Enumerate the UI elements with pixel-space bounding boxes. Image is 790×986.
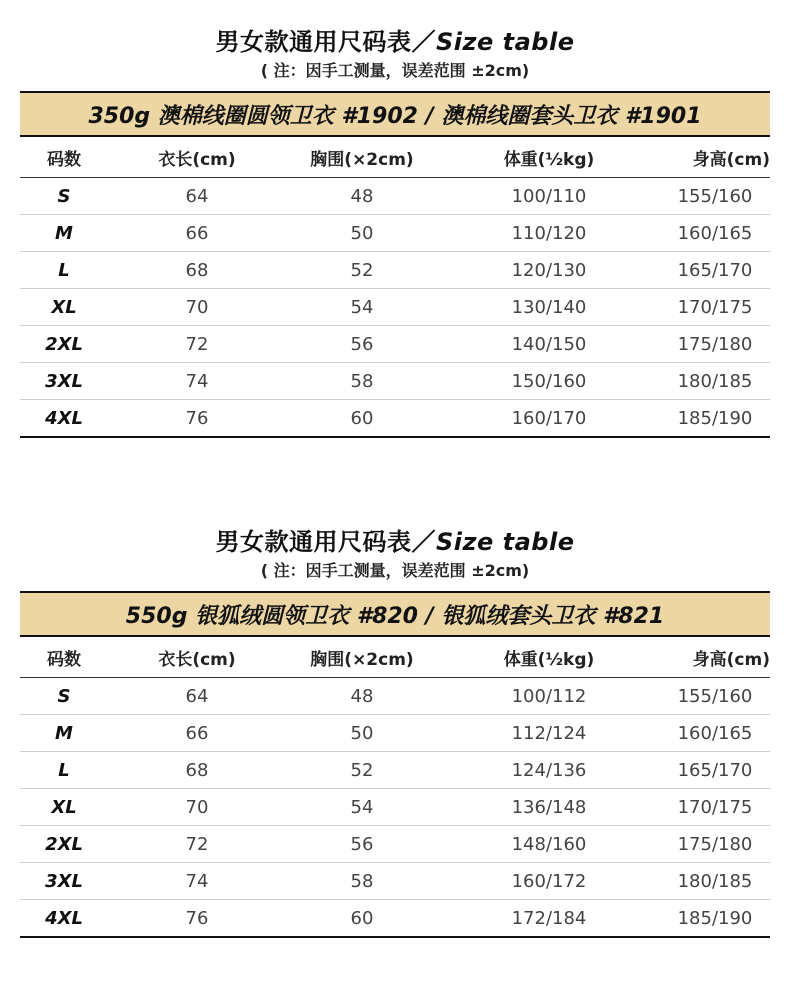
length-cell: 70 [108,289,286,326]
table-row [20,715,770,752]
table-row [20,900,770,938]
size-cell: 3XL [20,363,108,400]
length-cell: 68 [108,252,286,289]
chest-cell: 50 [286,215,438,252]
chest-cell: 48 [286,678,438,715]
header-length: 衣长(cm) [108,137,286,178]
height-cell: 185/190 [660,900,770,938]
weight-cell: 140/150 [438,326,660,363]
size-cell: M [20,215,108,252]
length-cell: 72 [108,826,286,863]
header-height: 身高(cm) [660,637,770,678]
length-cell: 74 [108,863,286,900]
size-cell: L [20,252,108,289]
height-cell: 175/180 [660,826,770,863]
weight-cell: 124/136 [438,752,660,789]
measurement-note: ( 注：因手工测量，误差范围 ±2cm) [260,61,530,80]
size-cell: 4XL [20,400,108,438]
size-cell: L [20,752,108,789]
table-row [20,326,770,363]
size-table-title [0,22,790,57]
height-cell: 160/165 [660,215,770,252]
table-row [20,678,770,715]
size-cell: XL [20,289,108,326]
size-cell: XL [20,789,108,826]
length-cell: 76 [108,400,286,438]
length-cell: 76 [108,900,286,938]
size-table-title [0,522,790,557]
chest-cell: 48 [286,178,438,215]
height-cell: 180/185 [660,863,770,900]
title-en: Size table [436,28,575,56]
weight-cell: 150/160 [438,363,660,400]
chest-cell: 52 [286,752,438,789]
size-table [20,137,770,438]
height-cell: 165/170 [660,252,770,289]
size-cell: 3XL [20,863,108,900]
header-height: 身高(cm) [660,137,770,178]
table-row [20,215,770,252]
header-size: 码数 [20,137,108,178]
height-cell: 175/180 [660,326,770,363]
title-cn: 男女款通用尺码表／ [215,528,437,556]
header-row [20,137,770,178]
header-chest: 胸围(×2cm) [286,137,438,178]
length-cell: 72 [108,326,286,363]
chest-cell: 60 [286,400,438,438]
size-cell: 4XL [20,900,108,938]
length-cell: 74 [108,363,286,400]
table-row [20,752,770,789]
length-cell: 66 [108,215,286,252]
length-cell: 66 [108,715,286,752]
header-size: 码数 [20,637,108,678]
chest-cell: 58 [286,863,438,900]
table-row [20,178,770,215]
header-row [20,637,770,678]
weight-cell: 110/120 [438,215,660,252]
length-cell: 68 [108,752,286,789]
height-cell: 185/190 [660,400,770,438]
height-cell: 170/175 [660,289,770,326]
chest-cell: 60 [286,900,438,938]
chest-cell: 54 [286,789,438,826]
chest-cell: 54 [286,289,438,326]
weight-cell: 100/112 [438,678,660,715]
weight-cell: 112/124 [438,715,660,752]
header-chest: 胸围(×2cm) [286,637,438,678]
weight-cell: 136/148 [438,789,660,826]
chest-cell: 56 [286,326,438,363]
product-band: 550g 银狐绒圆领卫衣 #820 / 银狐绒套头卫衣 #821 [20,591,770,637]
size-cell: 2XL [20,826,108,863]
weight-cell: 172/184 [438,900,660,938]
title-cn: 男女款通用尺码表／ [215,28,437,56]
table-row [20,363,770,400]
size-cell: 2XL [20,326,108,363]
title-en: Size table [436,528,575,556]
table-row [20,863,770,900]
length-cell: 64 [108,678,286,715]
weight-cell: 160/170 [438,400,660,438]
chest-cell: 58 [286,363,438,400]
header-weight: 体重(½kg) [438,137,660,178]
height-cell: 170/175 [660,789,770,826]
size-cell: M [20,715,108,752]
length-cell: 70 [108,789,286,826]
measurement-note: ( 注：因手工测量，误差范围 ±2cm) [260,561,530,580]
weight-cell: 120/130 [438,252,660,289]
size-table [20,637,770,938]
chest-cell: 52 [286,252,438,289]
chest-cell: 56 [286,826,438,863]
height-cell: 180/185 [660,363,770,400]
weight-cell: 160/172 [438,863,660,900]
height-cell: 155/160 [660,178,770,215]
header-weight: 体重(½kg) [438,637,660,678]
table-row [20,252,770,289]
table-row [20,400,770,438]
table-row [20,289,770,326]
size-cell: S [20,678,108,715]
header-length: 衣长(cm) [108,637,286,678]
height-cell: 165/170 [660,752,770,789]
weight-cell: 148/160 [438,826,660,863]
height-cell: 155/160 [660,678,770,715]
table-row [20,789,770,826]
table-row [20,826,770,863]
weight-cell: 130/140 [438,289,660,326]
length-cell: 64 [108,178,286,215]
height-cell: 160/165 [660,715,770,752]
size-cell: S [20,178,108,215]
product-band: 350g 澳棉线圈圆领卫衣 #1902 / 澳棉线圈套头卫衣 #1901 [20,91,770,137]
weight-cell: 100/110 [438,178,660,215]
chest-cell: 50 [286,715,438,752]
